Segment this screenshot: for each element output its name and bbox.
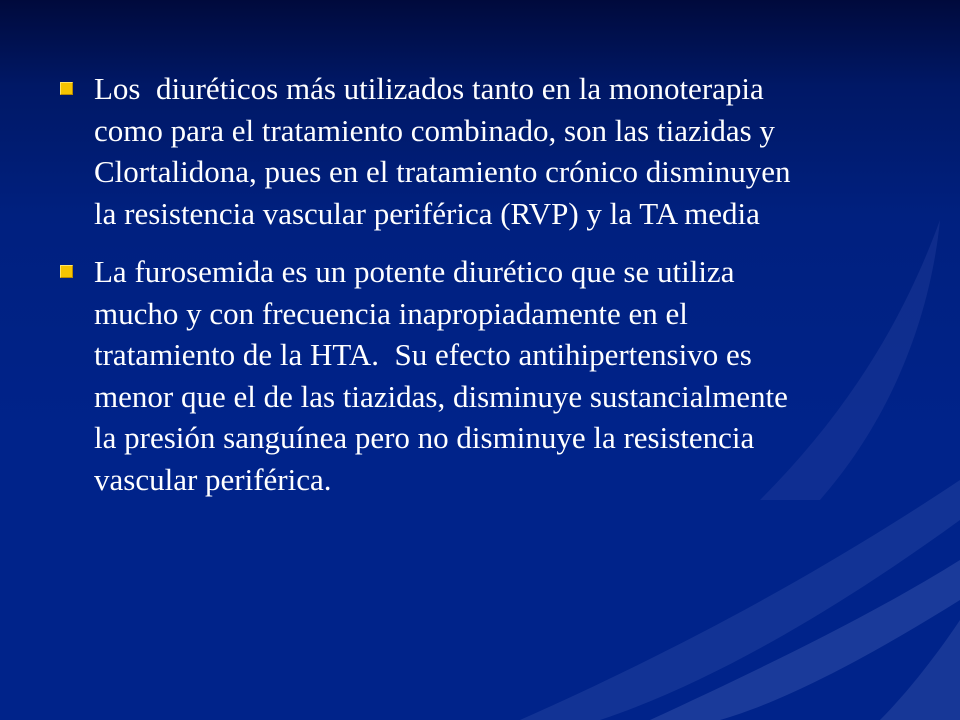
- bullet-text: [94, 68, 916, 234]
- bullet-list: [56, 68, 916, 517]
- bullet-item-furosemida: [56, 251, 916, 500]
- text-line: vascular periférica.: [94, 461, 332, 497]
- text-line: la resistencia vascular periférica (RVP) y la TA media: [94, 195, 760, 231]
- square-bullet-icon: [60, 82, 73, 95]
- bullet-item-diureticos: [56, 68, 916, 234]
- text-line: tratamiento de la HTA. Su efecto antihipertensivo es: [94, 337, 752, 372]
- text-line: menor que el de las tiazidas, disminuye sustancialmente: [94, 378, 788, 414]
- text-line: la presión sanguínea pero no disminuye la resistencia: [94, 420, 755, 455]
- text-line: Clortalidona, pues en el tratamiento crónico disminuyen: [94, 154, 791, 189]
- bullet-text: [94, 251, 916, 500]
- text-line: mucho y con frecuencia inapropiadamente en el: [94, 295, 688, 331]
- text-line: como para el tratamiento combinado, son las tiazidas y: [94, 112, 775, 148]
- square-bullet-icon: [60, 265, 73, 278]
- text-line: La furosemida es un potente diurético que se utiliza: [94, 254, 735, 289]
- text-line: Los diuréticos más utilizados tanto en la monoterapia: [94, 71, 764, 106]
